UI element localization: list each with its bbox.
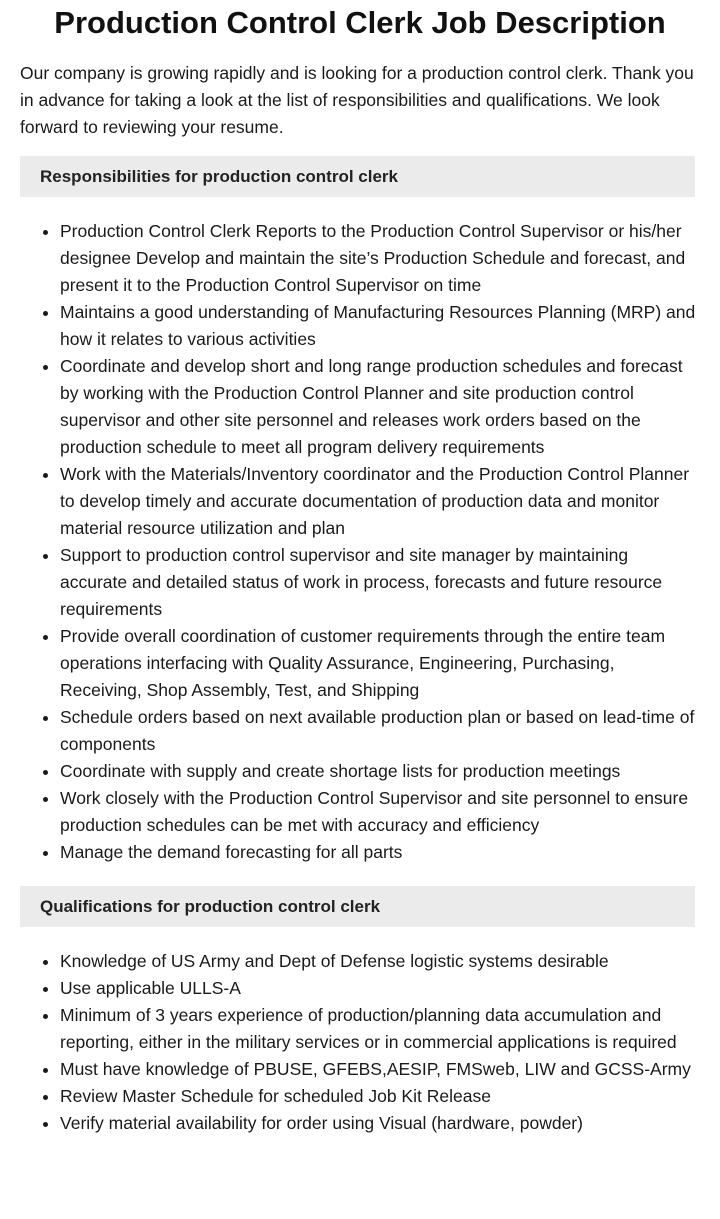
list-item: • Work closely with the Production Control Supervisor and site personnel to ensure production schedules can be met with accuracy and efficiency: [60, 785, 700, 839]
list-item: • Schedule orders based on next available production plan or based on lead-time of components: [60, 704, 700, 758]
list-item: • Manage the demand forecasting for all parts: [60, 839, 700, 866]
list-item: • Support to production control supervisor and site manager by maintaining accurate and detailed status of work in process, forecasts and future resource requirements: [60, 542, 700, 623]
list-item: • Knowledge of US Army and Dept of Defense logistic systems desirable: [60, 948, 700, 975]
list-item: • Coordinate and develop short and long range production schedules and forecast by working with the Production Control Planner and site production control supervisor and other site personnel and releases work orders based on the production schedule to meet all program delivery requirements: [60, 353, 700, 461]
list-item: • Coordinate with supply and create shortage lists for production meetings: [60, 758, 700, 785]
list-item: • Use applicable ULLS-A: [60, 975, 700, 1002]
responsibilities-heading: Responsibilities for production control clerk: [20, 156, 695, 197]
qualifications-heading: Qualifications for production control clerk: [20, 886, 695, 927]
list-item: • Work with the Materials/Inventory coordinator and the Production Control Planner to develop timely and accurate documentation of production data and monitor material resource utilization and plan: [60, 461, 700, 542]
qualifications-list: [20, 948, 700, 1137]
list-item: • Production Control Clerk Reports to the Production Control Supervisor or his/her designee Develop and maintain the site’s Production Schedule and forecast, and present it to the Production Control Supervisor on time: [60, 218, 700, 299]
list-item: • Must have knowledge of PBUSE, GFEBS,AESIP, FMSweb, LIW and GCSS-Army: [60, 1056, 700, 1083]
page-title: Production Control Clerk Job Description: [54, 5, 666, 40]
responsibilities-list: [20, 218, 700, 866]
list-item: • Maintains a good understanding of Manufacturing Resources Planning (MRP) and how it relates to various activities: [60, 299, 700, 353]
intro-paragraph: Our company is growing rapidly and is looking for a production control clerk. Thank you in advance for taking a look at the list of responsibilities and qualifications. We look forward to reviewing your resume.: [20, 63, 694, 137]
list-item: • Provide overall coordination of customer requirements through the entire team operations interfacing with Quality Assurance, Engineering, Purchasing, Receiving, Shop Assembly, Test, and Shipping: [60, 623, 700, 704]
list-item: • Verify material availability for order using Visual (hardware, powder): [60, 1110, 700, 1137]
list-item: • Review Master Schedule for scheduled Job Kit Release: [60, 1083, 700, 1110]
list-item: • Minimum of 3 years experience of production/planning data accumulation and reporting, either in the military services or in commercial applications is required: [60, 1002, 700, 1056]
